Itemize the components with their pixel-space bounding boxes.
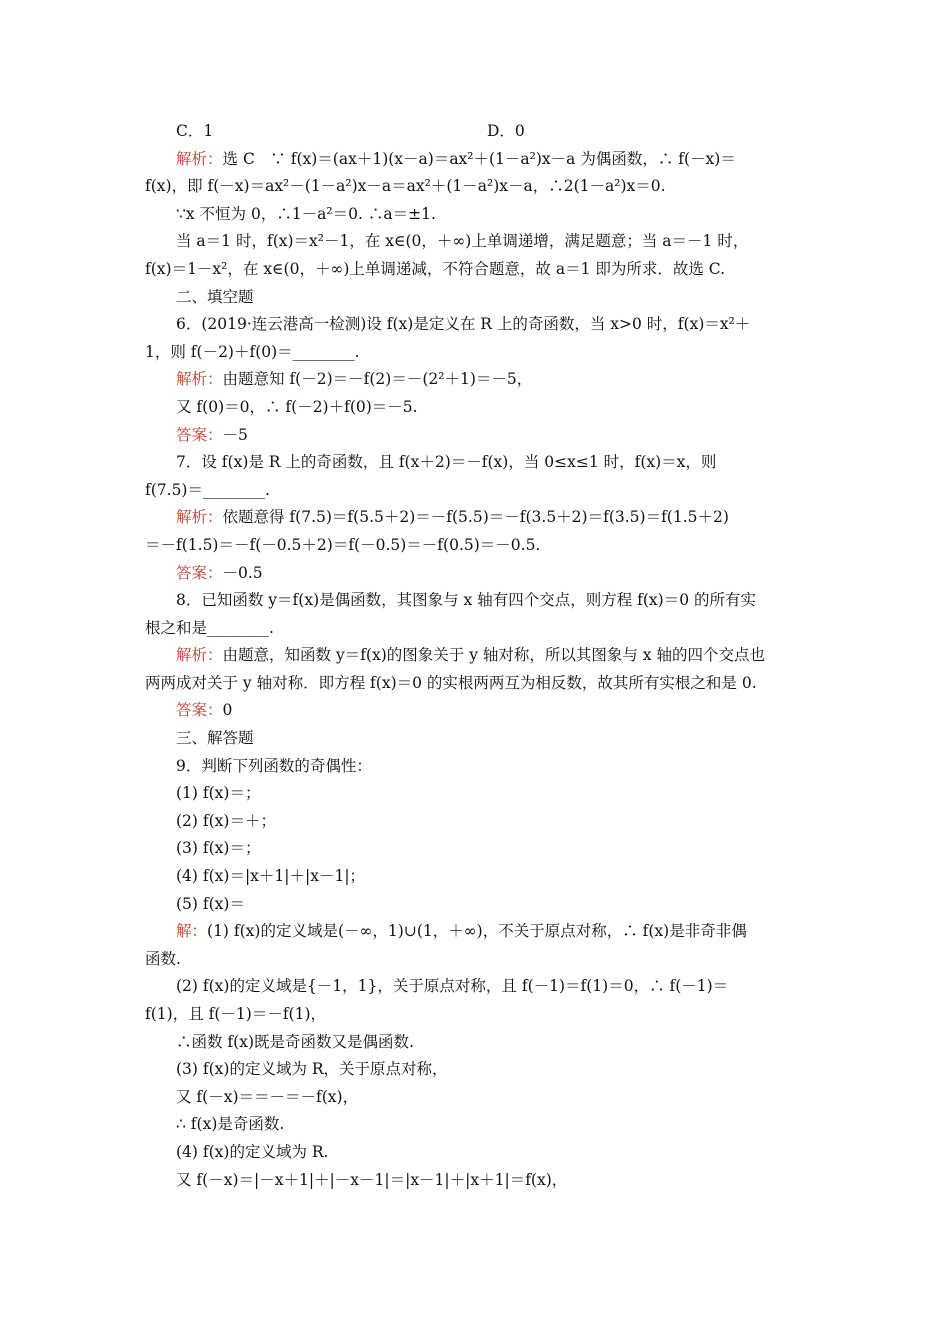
q8-solution-line-2: 两两成对关于 y 轴对称．即方程 f(x)＝0 的实根两两互为相反数，故其所有实根之和是 0. — [145, 673, 757, 692]
q8-question-line-2: 根之和是________. — [145, 618, 274, 637]
q7-solution-line-2: ＝－f(1.5)＝－f(－0.5＋2)＝f(－0.5)＝－f(0.5)＝－0.5. — [145, 535, 541, 554]
q9-solution-4b: 又 f(－x)＝|－x＋1|＋|－x－1|＝|x－1|＋|x＋1|＝f(x)， — [176, 1170, 568, 1189]
q7-answer: 答案：－0.5 — [176, 563, 263, 582]
q9-solution-3c: ∴ f(x)是奇函数. — [176, 1115, 285, 1134]
q6-question-line-2: 1，则 f(－2)＋f(0)＝________. — [145, 342, 360, 361]
q9-solution-3a: (3) f(x)的定义域为 R，关于原点对称， — [176, 1060, 448, 1079]
q9-solution-2b: f(1)，且 f(－1)＝－f(1)， — [145, 1005, 327, 1023]
q9-jie-label: 解： — [176, 922, 208, 941]
q7-question-line-1: 7．设 f(x)是 R 上的奇函数，且 f(x＋2)＝－f(x)，当 0≤x≤1 时，f(x)＝x，则 — [176, 453, 717, 472]
q7-solution-line-1: 解析：依题意得 f(7.5)＝f(5.5＋2)＝－f(5.5)＝－f(3.5＋2)＝f(3.5)＝f(1.5＋2) — [176, 508, 729, 527]
q9-solution-2c: ∴函数 f(x)既是奇函数又是偶函数. — [176, 1032, 414, 1051]
choice-d: D．0 — [487, 122, 525, 140]
q7-daan-label: 答案： — [176, 563, 223, 582]
section-heading-solutions: 三、解答题 — [176, 729, 254, 748]
q9-item-2: (2) f(x)＝＋； — [176, 811, 276, 830]
q9-title: 9．判断下列函数的奇偶性： — [176, 756, 372, 775]
q9-solution-2a: (2) f(x)的定义域是{－1，1}，关于原点对称，且 f(－1)＝f(1)＝0，∴ f(－1)＝ — [176, 977, 729, 996]
q5-solution-line-4: 当 a＝1 时，f(x)＝x²－1，在 x∈(0，＋∞)上单调递增，满足题意；当 a＝－1 时， — [176, 232, 749, 251]
q9-solution-1b: 函数. — [145, 949, 181, 968]
q8-answer: 答案：0 — [176, 701, 233, 720]
q8-jiexi-label: 解析： — [176, 646, 223, 665]
q6-solution-line-2: 又 f(0)＝0，∴ f(－2)＋f(0)＝－5. — [176, 397, 418, 416]
document-page — [145, 118, 807, 1194]
q9-item-4: (4) f(x)＝|x＋1|＋|x－1|； — [176, 867, 366, 886]
q9-solution-1a: 解：(1) f(x)的定义域是(－∞，1)∪(1，＋∞)，不关于原点对称，∴ f(x)是非奇非偶 — [176, 922, 747, 941]
q9-solution-3b: 又 f(－x)＝＝－＝－f(x)， — [176, 1087, 359, 1106]
choice-c: C．1 — [176, 122, 214, 140]
q5-solution-line-1: 解析：选 C ∵ f(x)＝(ax＋1)(x－a)＝ax²＋(1－a²)x－a 为偶函数，∴ f(－x)＝ — [176, 149, 736, 168]
q9-item-5: (5) f(x)＝ — [176, 894, 245, 913]
q8-daan-label: 答案： — [176, 701, 223, 720]
q7-question-line-2: f(7.5)＝________. — [145, 480, 270, 499]
q6-question-line-1: 6．(2019·连云港高一检测)设 f(x)是定义在 R 上的奇函数，当 x>0 时，f(x)＝x²＋ — [176, 315, 751, 334]
q8-solution-line-1: 解析：由题意，知函数 y＝f(x)的图象关于 y 轴对称，所以其图象与 x 轴的四个交点也 — [176, 646, 765, 665]
q5-jiexi-label: 解析： — [176, 149, 223, 168]
q5-solution-line-5: f(x)＝1－x²，在 x∈(0，＋∞)上单调递减，不符合题意，故 a＝1 即为所求．故选 C. — [145, 259, 726, 278]
q5-solution-line-2: f(x)，即 f(－x)＝ax²－(1－a²)x－a＝ax²＋(1－a²)x－a，∴2(1－a²)x＝0. — [145, 177, 666, 196]
q8-question-line-1: 8．已知函数 y＝f(x)是偶函数，其图象与 x 轴有四个交点，则方程 f(x)＝0 的所有实 — [176, 591, 757, 610]
q9-item-3: (3) f(x)＝； — [176, 839, 261, 858]
answer-choices — [145, 118, 807, 146]
section-heading-fill-in: 二、填空题 — [176, 287, 254, 306]
q6-jiexi-label: 解析： — [176, 370, 223, 389]
q6-answer: 答案：－5 — [176, 425, 248, 444]
q9-item-1: (1) f(x)＝； — [176, 784, 261, 803]
q7-jiexi-label: 解析： — [176, 508, 223, 527]
q5-solution-line-3: ∵x 不恒为 0，∴1－a²＝0. ∴a＝±1. — [176, 204, 436, 223]
q6-daan-label: 答案： — [176, 425, 223, 444]
q6-solution-line-1: 解析：由题意知 f(－2)＝－f(2)＝－(2²＋1)＝－5， — [176, 370, 533, 389]
q9-solution-4a: (4) f(x)的定义域为 R. — [176, 1142, 329, 1161]
